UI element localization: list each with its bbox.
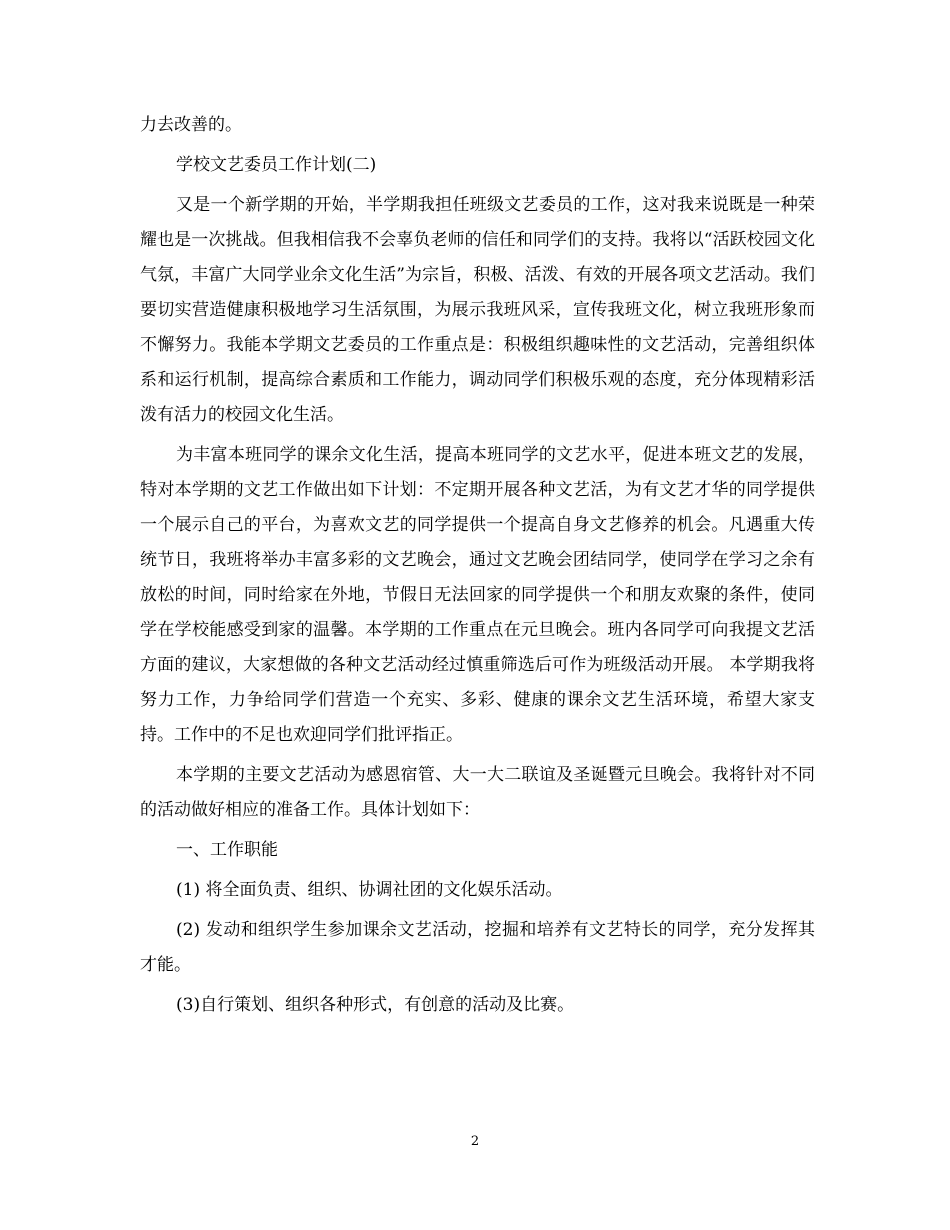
- paragraph-main-activities: 本学期的主要文艺活动为感恩宿管、大一大二联谊及圣诞暨元旦晚会。我将针对不同的活动做好相应的准备工作。具体计划如下：: [140, 765, 815, 820]
- list-item-3: (3)自行策划、组织各种形式，有创意的活动及比赛。: [176, 995, 575, 1015]
- paragraph-intro: 又是一个新学期的开始，半学期我担任班级文艺委员的工作，这对我来说既是一种荣耀也是一次挑战。但我相信我不会辜负老师的信任和同学们的支持。我将以“活跃校园文化气氛，丰富广大同学业余文化生活”为宗旨，积极、活泼、有效的开展各项文艺活动。我们要切实营造健康积极地学习生活氛围，为展示我班风采，宣传我班文化，树立我班形象而不懈努力。我能本学期文艺委员的工作重点是：积极组织趣味性的文艺活动，完善组织体系和运行机制，提高综合素质和工作能力，调动同学们积极乐观的态度，充分体现精彩活泼有活力的校园文化生活。: [140, 195, 815, 425]
- heading-work-functions: 一、工作职能: [176, 840, 278, 860]
- paragraph-plan: 为丰富本班同学的课余文化生活，提高本班同学的文艺水平，促进本班文艺的发展，特对本学期的文艺工作做出如下计划：不定期开展各种文艺活，为有文艺才华的同学提供一个展示自己的平台，为喜欢文艺的同学提供一个提高自身文艺修养的机会。凡遇重大传统节日，我班将举办丰富多彩的文艺晚会，通过文艺晚会团结同学，使同学在学习之余有放松的时间，同时给家在外地，节假日无法回家的同学提供一个和朋友欢聚的条件，使同学在学校能感受到家的温馨。本学期的工作重点在元旦晚会。班内各同学可向我提文艺活方面的建议，大家想做的各种文艺活动经过慎重筛选后可作为班级活动开展。 本学期我将努力工作，力争给同学们营造一个充实、多彩、健康的课余文艺生活环境，希望大家支持。工作中的不足也欢迎同学们批评指正。: [140, 445, 815, 745]
- document-body: [140, 108, 815, 1028]
- list-item-1: (1) 将全面负责、组织、协调社团的文化娱乐活动。: [176, 880, 563, 900]
- list-item-2: (2) 发动和组织学生参加课余文艺活动，挖掘和培养有文艺特长的同学，充分发挥其才能。: [140, 920, 815, 975]
- section-title: 学校文艺委员工作计划(二): [176, 155, 377, 175]
- continuation-paragraph: 力去改善的。: [140, 115, 242, 135]
- page-number: 2: [470, 1134, 480, 1149]
